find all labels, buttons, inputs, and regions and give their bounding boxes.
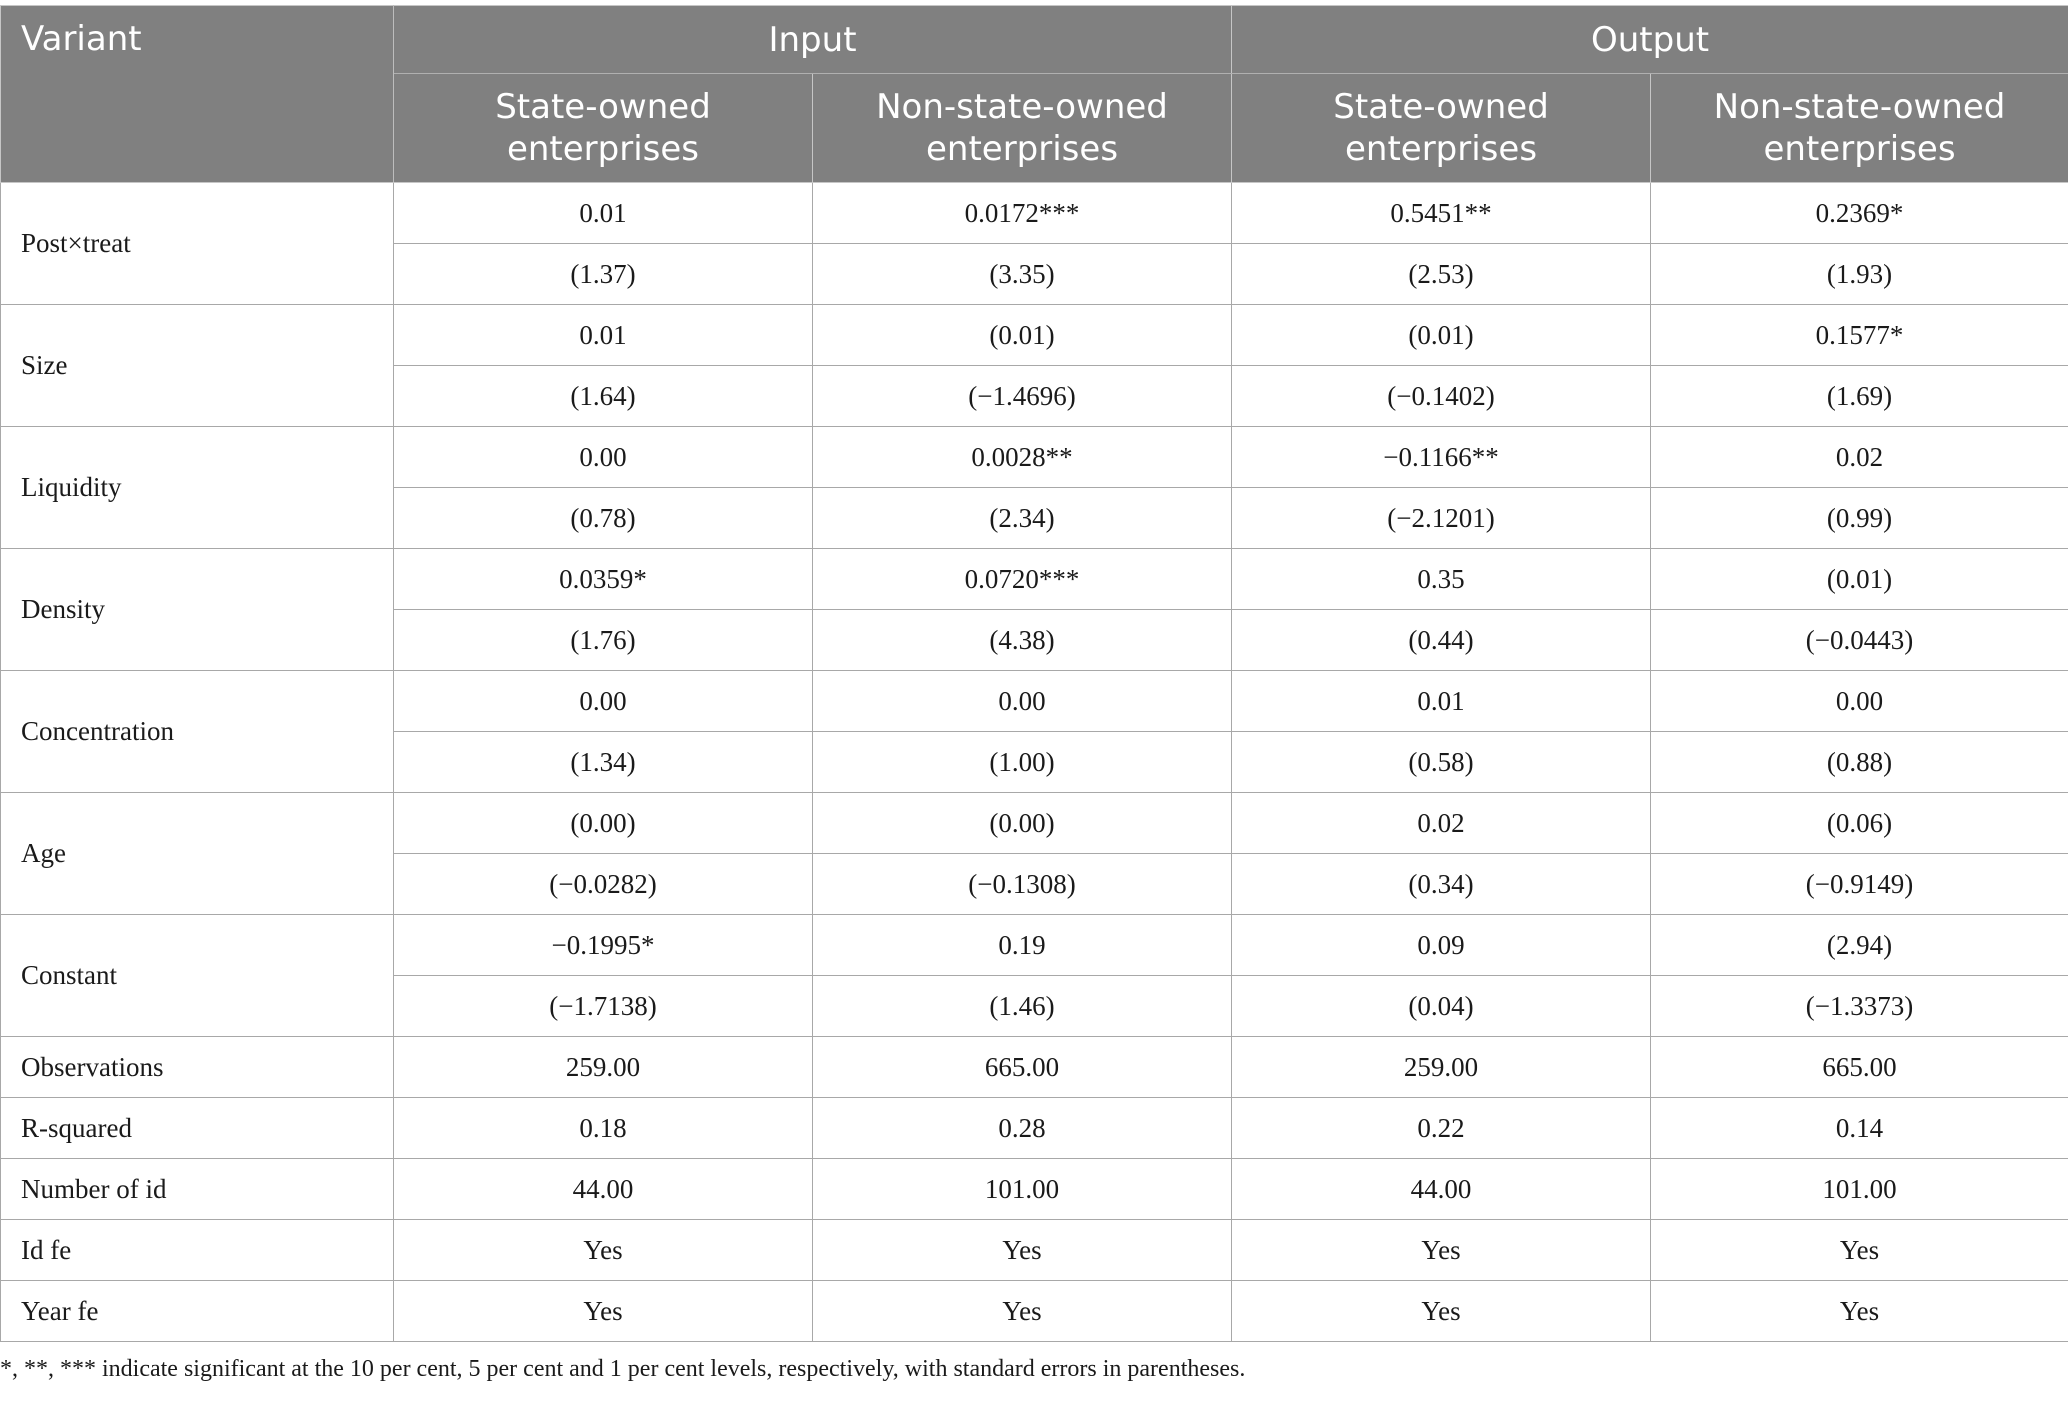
table-cell: 0.18 [394,1098,813,1159]
table-cell: 44.00 [1232,1159,1651,1220]
output-non-state-owned-header: Non-state-owned enterprises [1651,74,2068,183]
table-cell: Yes [394,1220,813,1281]
table-row [1,671,2068,732]
table-cell: (−0.1402) [1232,366,1651,427]
table-cell: (1.69) [1651,366,2068,427]
table-row [1,1159,2068,1220]
table-cell: 665.00 [813,1037,1232,1098]
table-cell: (1.37) [394,244,813,305]
table-cell: (−0.1308) [813,854,1232,915]
table-cell: (−2.1201) [1232,488,1651,549]
table-cell: (0.00) [394,793,813,854]
table-cell: (1.64) [394,366,813,427]
table-cell: (0.88) [1651,732,2068,793]
table-cell: (4.38) [813,610,1232,671]
input-state-owned-header: State-owned enterprises [394,74,813,183]
table-cell: (−1.4696) [813,366,1232,427]
table-cell: 0.0028** [813,427,1232,488]
table-cell: 259.00 [1232,1037,1651,1098]
output-state-owned-header: State-owned enterprises [1232,74,1651,183]
input-group-header: Input [394,6,1232,74]
table-cell: (0.44) [1232,610,1651,671]
table-cell: Yes [1232,1281,1651,1342]
table-cell: (0.06) [1651,793,2068,854]
table-cell: (2.34) [813,488,1232,549]
table-row [1,427,2068,488]
table-cell: 0.09 [1232,915,1651,976]
table-cell: 0.2369* [1651,183,2068,244]
table-cell: 0.0359* [394,549,813,610]
table-cell: Yes [1651,1220,2068,1281]
table-cell: 0.01 [394,305,813,366]
table-cell: (−0.9149) [1651,854,2068,915]
table-row [1,915,2068,976]
table-cell: (3.35) [813,244,1232,305]
table-cell: −0.1166** [1232,427,1651,488]
table-row [1,1220,2068,1281]
table-cell: 259.00 [394,1037,813,1098]
table-cell: (−1.7138) [394,976,813,1037]
table-cell: (2.53) [1232,244,1651,305]
table-row [1,549,2068,610]
row-label: Concentration [1,671,394,793]
table-cell: 0.22 [1232,1098,1651,1159]
regression-table [0,5,2068,1342]
table-cell: 0.00 [394,671,813,732]
table-body [1,183,2068,1342]
table-cell: 101.00 [813,1159,1232,1220]
output-group-header: Output [1232,6,2068,74]
table-cell: (0.00) [813,793,1232,854]
table-row [1,183,2068,244]
table-cell: Yes [394,1281,813,1342]
table-cell: 0.01 [1232,671,1651,732]
table-cell: −0.1995* [394,915,813,976]
table-cell: 44.00 [394,1159,813,1220]
row-label: Liquidity [1,427,394,549]
table-header [1,6,2068,183]
row-label: Observations [1,1037,394,1098]
table-cell: (2.94) [1651,915,2068,976]
row-label: Number of id [1,1159,394,1220]
table-cell: 0.02 [1651,427,2068,488]
table-cell: (1.93) [1651,244,2068,305]
row-label: R-squared [1,1098,394,1159]
table-cell: 0.0720*** [813,549,1232,610]
significance-footnote: *, **, *** indicate significant at the 10 per cent, 5 per cent and 1 per cent levels, respectively, with standard errors in parentheses. [0,1356,1246,1382]
table-cell: (1.46) [813,976,1232,1037]
table-cell: 0.0172*** [813,183,1232,244]
table-cell: (0.99) [1651,488,2068,549]
table-cell: Yes [1651,1281,2068,1342]
table-cell: (0.78) [394,488,813,549]
row-label: Year fe [1,1281,394,1342]
table-cell: (0.01) [813,305,1232,366]
regression-results-document [0,5,2068,1383]
table-row [1,305,2068,366]
table-cell: (1.34) [394,732,813,793]
table-cell: 0.14 [1651,1098,2068,1159]
row-label: Constant [1,915,394,1037]
table-row [1,1098,2068,1159]
table-cell: 0.35 [1232,549,1651,610]
row-label: Size [1,305,394,427]
table-cell: Yes [813,1281,1232,1342]
table-cell: 0.28 [813,1098,1232,1159]
table-cell: 0.00 [1651,671,2068,732]
table-cell: 0.02 [1232,793,1651,854]
table-cell: (1.76) [394,610,813,671]
row-label: Age [1,793,394,915]
table-row [1,1281,2068,1342]
variant-column-header: Variant [1,6,394,183]
table-row [1,793,2068,854]
table-cell: 0.01 [394,183,813,244]
table-cell: 0.00 [813,671,1232,732]
row-label: Id fe [1,1220,394,1281]
table-cell: (1.00) [813,732,1232,793]
table-cell: Yes [813,1220,1232,1281]
row-label: Density [1,549,394,671]
table-cell: (−0.0282) [394,854,813,915]
table-cell: (−0.0443) [1651,610,2068,671]
table-cell: 0.00 [394,427,813,488]
table-cell: 0.1577* [1651,305,2068,366]
input-non-state-owned-header: Non-state-owned enterprises [813,74,1232,183]
table-row [1,1037,2068,1098]
table-cell: (0.58) [1232,732,1651,793]
table-cell: 101.00 [1651,1159,2068,1220]
table-cell: (−1.3373) [1651,976,2068,1037]
table-cell: 0.5451** [1232,183,1651,244]
table-cell: 0.19 [813,915,1232,976]
table-cell: (0.01) [1232,305,1651,366]
table-cell: (0.01) [1651,549,2068,610]
table-cell: Yes [1232,1220,1651,1281]
row-label: Post×treat [1,183,394,305]
table-cell: (0.04) [1232,976,1651,1037]
table-cell: 665.00 [1651,1037,2068,1098]
table-cell: (0.34) [1232,854,1651,915]
